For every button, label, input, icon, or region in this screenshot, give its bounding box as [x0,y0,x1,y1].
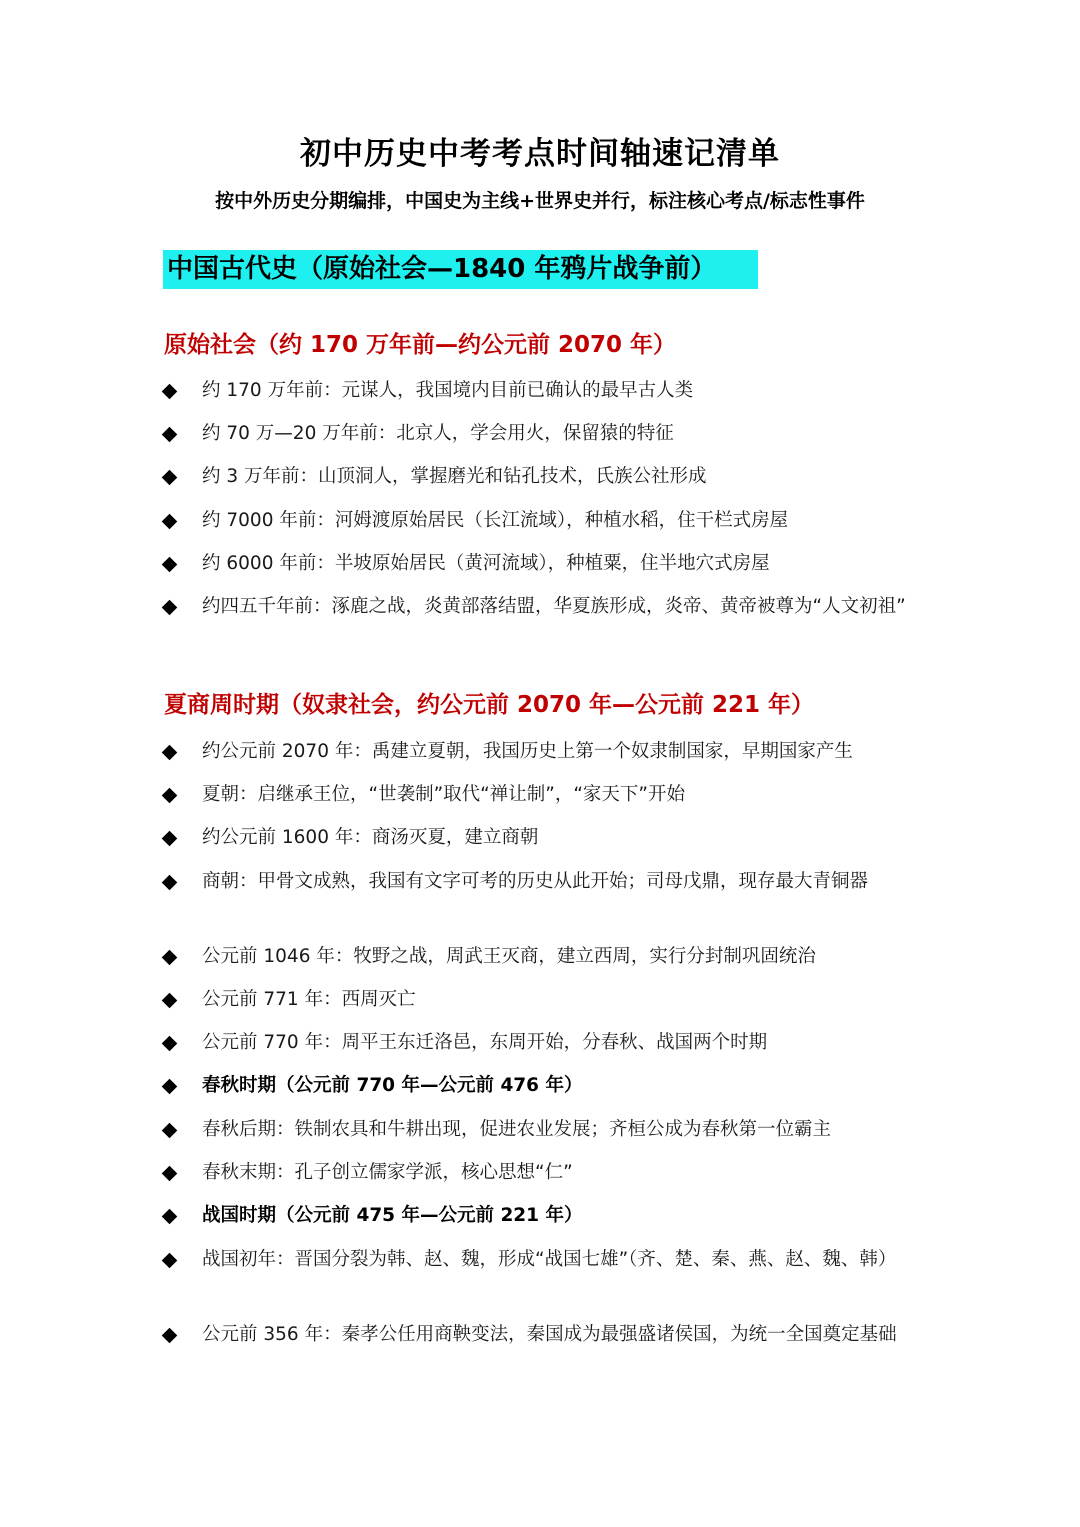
diamond-bullet-icon [162,557,178,573]
diamond-bullet-icon [162,993,178,1009]
diamond-bullet-icon [162,1079,178,1095]
diamond-bullet-icon [162,514,178,530]
diamond-bullet-icon [162,950,178,966]
section-heading-primitive: 原始社会（约 170 万年前—约公元前 2070 年） [164,332,677,358]
diamond-bullet-icon [162,831,178,847]
diamond-bullet-icon [162,875,178,891]
diamond-bullet-icon [162,1328,178,1344]
diamond-bullet-icon [162,1253,178,1269]
diamond-bullet-icon [162,1036,178,1052]
diamond-bullet-icon [162,384,178,400]
page-title: 初中历史中考考点时间轴速记清单 [300,136,780,172]
diamond-bullet-icon [162,427,178,443]
diamond-bullet-icon [162,1123,178,1139]
diamond-bullet-icon [162,600,178,616]
diamond-bullet-icon [162,1166,178,1182]
page-subtitle: 按中外历史分期编排，中国史为主线+世界史并行，标注核心考点/标志性事件 [215,190,865,212]
section-heading-xia-shang-zhou: 夏商周时期（奴隶社会，约公元前 2070 年—公元前 221 年） [164,692,815,718]
diamond-bullet-icon [162,470,178,486]
diamond-bullet-icon [162,788,178,804]
diamond-bullet-icon [162,1209,178,1225]
diamond-bullet-icon [162,745,178,761]
era-banner: 中国古代史（原始社会—1840 年鸦片战争前） [163,250,758,289]
